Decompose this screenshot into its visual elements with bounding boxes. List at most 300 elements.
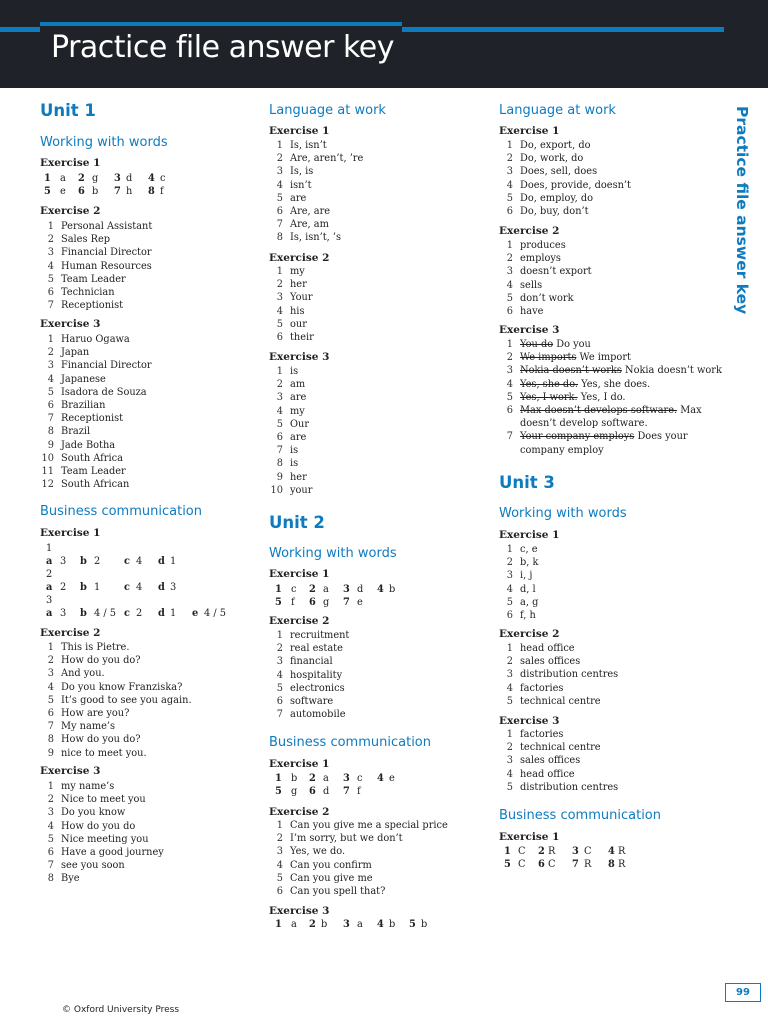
list-item: [40, 694, 192, 707]
letter: b: [80, 608, 87, 619]
item-number: 8: [608, 859, 615, 870]
list-item: [499, 279, 592, 292]
answer-text: Receptionist: [61, 413, 124, 425]
answer: b: [421, 919, 428, 930]
answer-text: c, e: [520, 544, 538, 555]
item-number: 5: [275, 786, 282, 797]
exercise-heading: Exercise 3: [499, 715, 560, 727]
answer: 3: [60, 608, 67, 619]
list-item: [499, 695, 618, 708]
item-number: 5: [44, 186, 51, 197]
list-item: [40, 465, 152, 478]
answer-text: South African: [61, 479, 130, 491]
answer: d: [323, 786, 330, 797]
list-item: [269, 365, 312, 378]
answer-list: [499, 139, 631, 218]
answer: R: [618, 846, 626, 857]
page-number: 99: [725, 983, 761, 1002]
answer-text: my name’s: [61, 781, 115, 792]
item-number: 2: [506, 253, 513, 265]
list-item: [269, 378, 312, 391]
item-number: 2: [47, 234, 54, 246]
item-number: 6: [506, 205, 513, 217]
item-number: 7: [47, 413, 54, 425]
item-number: 4: [506, 378, 513, 390]
section-heading: Working with words: [40, 135, 168, 150]
item-number: 6: [276, 431, 283, 443]
item-number: 3: [343, 919, 350, 930]
item-number: 1: [276, 630, 283, 641]
list-item: [40, 246, 152, 259]
answer: 1: [170, 556, 177, 567]
item-number: 4: [608, 846, 615, 857]
answer: 4 / 5: [94, 608, 116, 619]
item-number: 5: [506, 292, 513, 304]
answer-text: Do, employ, do: [520, 192, 594, 204]
answer-list: [269, 819, 448, 898]
answer-text: electronics: [290, 682, 345, 694]
item-number: 5: [47, 273, 54, 285]
letter: d: [158, 556, 165, 567]
answer: f: [357, 786, 361, 797]
list-item: [269, 192, 363, 205]
list-item: [499, 165, 631, 178]
item-number: 10: [270, 484, 283, 496]
list-item: [499, 338, 722, 351]
answer: 2: [60, 582, 67, 593]
answer-text: real estate: [290, 643, 343, 655]
list-item: [499, 569, 538, 582]
list-item: [269, 152, 363, 165]
item-number: 1: [275, 919, 282, 930]
list-item: [269, 331, 314, 344]
answer-list: [499, 543, 538, 622]
answer-text: South Africa: [61, 452, 123, 464]
list-item: [269, 265, 314, 278]
answer-text: a, g: [520, 596, 539, 608]
answer-text: Yes, we do.: [290, 846, 346, 858]
answer-text: is: [290, 458, 299, 470]
list-item: [269, 629, 349, 642]
item-number: 1: [506, 643, 513, 654]
list-item: [269, 819, 448, 832]
list-item: [269, 431, 312, 444]
item-number: 6: [276, 885, 283, 897]
answer-text: My name’s: [61, 721, 116, 733]
answer-text: I’m sorry, but we don’t: [290, 833, 403, 845]
answer-text: automobile: [290, 709, 346, 721]
letter: c: [124, 556, 130, 567]
answer-text: Your: [290, 292, 313, 304]
list-item: [40, 346, 152, 359]
list-item: [40, 707, 192, 720]
item-number: 2: [276, 279, 283, 291]
list-item: [40, 654, 192, 667]
answer-text: is: [290, 445, 299, 457]
answer: b: [321, 919, 328, 930]
list-item: [269, 708, 349, 721]
item-number: 7: [343, 786, 350, 797]
answer-list: [40, 220, 152, 312]
list-item: [499, 583, 538, 596]
list-item: [40, 833, 164, 846]
answer: f: [291, 597, 295, 608]
answer: R: [548, 846, 556, 857]
answer-text: Human Resources: [61, 260, 152, 272]
list-item: [499, 682, 618, 695]
answer: a: [323, 584, 329, 595]
list-item: [499, 609, 538, 622]
answer-text: financial: [290, 656, 333, 668]
list-item: [40, 359, 152, 372]
answer: C: [518, 859, 526, 870]
item-number: 5: [506, 192, 513, 204]
item-number: 6: [309, 597, 316, 608]
item-number: 4: [47, 820, 54, 832]
list-item: [499, 192, 631, 205]
item-number: 9: [47, 439, 54, 451]
item-number: 3: [46, 595, 53, 606]
answer-text: Technician: [61, 286, 115, 298]
answer-text: Isadora de Souza: [61, 386, 147, 398]
item-number: 1: [506, 240, 513, 251]
item-number: 4: [276, 859, 283, 871]
list-item: [499, 305, 592, 318]
list-item: [499, 364, 722, 377]
item-number: 3: [276, 292, 283, 304]
answer: e: [357, 597, 363, 608]
letter: b: [80, 556, 87, 567]
list-item: [499, 754, 618, 767]
list-item: [499, 655, 618, 668]
list-item: [269, 642, 349, 655]
item-number: 2: [47, 794, 54, 806]
item-number: 4: [506, 279, 513, 291]
answer-list: [499, 728, 618, 794]
item-number: 3: [506, 570, 513, 582]
item-number: 5: [506, 781, 513, 793]
list-item: [40, 452, 152, 465]
item-number: 4: [276, 305, 283, 317]
answer-text: Team Leader: [61, 465, 126, 477]
list-item: [40, 846, 164, 859]
item-number: 5: [506, 695, 513, 707]
item-number: 1: [44, 173, 51, 184]
item-number: 3: [114, 173, 121, 184]
item-number: 1: [275, 773, 282, 784]
item-number: 6: [47, 707, 54, 719]
item-number: 6: [309, 786, 316, 797]
answer: b: [92, 186, 99, 197]
continued-text: doesn’t develop software.: [520, 418, 648, 430]
answer-text: Do, buy, don’t: [520, 205, 589, 217]
list-item: [40, 373, 152, 386]
answer-text: Jade Botha: [61, 439, 116, 451]
answer-text: have: [520, 305, 544, 317]
item-number: 7: [506, 431, 513, 443]
answer-text: software: [290, 695, 334, 707]
item-number: 5: [409, 919, 416, 930]
letter: c: [124, 608, 130, 619]
item-number: 5: [275, 597, 282, 608]
unit-1-heading: Unit 1: [40, 101, 96, 120]
list-item: [40, 386, 152, 399]
answer: e: [60, 186, 66, 197]
item-number: 4: [377, 919, 384, 930]
list-item: [269, 291, 314, 304]
item-number: 3: [47, 360, 54, 372]
item-number: 4: [47, 373, 54, 385]
answer: R: [584, 859, 592, 870]
item-number: 3: [276, 846, 283, 858]
list-item: [499, 668, 618, 681]
answer: C: [548, 859, 556, 870]
answer-text: f, h: [520, 609, 536, 621]
answer-text: Do, work, do: [520, 153, 584, 165]
list-item: [499, 741, 618, 754]
answer-text: your: [290, 484, 313, 496]
item-number: 3: [276, 656, 283, 668]
section-heading: Business communication: [40, 504, 202, 519]
list-item: [40, 220, 152, 233]
list-item: [499, 292, 592, 305]
answer-text: Is, isn’t: [290, 140, 327, 151]
item-number: 1: [506, 140, 513, 151]
answer-text: Can you confirm: [290, 859, 372, 871]
list-item: [269, 859, 448, 872]
item-number: 2: [276, 643, 283, 655]
answer-text: factories: [520, 729, 564, 740]
item-number: 3: [506, 755, 513, 767]
list-item: [499, 768, 618, 781]
answer-text: isn’t: [290, 179, 312, 191]
item-number: 2: [538, 846, 545, 857]
answer: 1: [170, 608, 177, 619]
answer-list: [269, 265, 314, 344]
item-number: 6: [47, 846, 54, 858]
item-number: 2: [506, 153, 513, 165]
list-item: [40, 747, 192, 760]
answer-text: doesn’t export: [520, 266, 592, 278]
answer-text: Sales Rep: [61, 234, 111, 246]
answer-text: Are, aren’t, ’re: [290, 153, 364, 165]
answer: 3: [170, 582, 177, 593]
list-item: [499, 239, 592, 252]
list-item: [269, 471, 312, 484]
item-number: 7: [47, 721, 54, 733]
item-number: 8: [47, 426, 54, 438]
item-number: 4: [47, 681, 54, 693]
list-item: [40, 286, 152, 299]
answer: c: [160, 173, 166, 184]
list-item: [40, 720, 192, 733]
item-number: 8: [47, 873, 54, 885]
item-number: 4: [148, 173, 155, 184]
section-heading: Working with words: [499, 506, 627, 521]
list-item: [40, 260, 152, 273]
answer-text: his: [290, 305, 305, 317]
answer-list: [269, 629, 349, 721]
item-number: 1: [275, 584, 282, 595]
list-item: [499, 430, 722, 443]
list-item: [499, 596, 538, 609]
answer: c: [291, 584, 297, 595]
letter: a: [46, 608, 53, 619]
exercise-heading: Exercise 3: [269, 905, 330, 917]
answer: e: [389, 773, 395, 784]
answer: g: [92, 173, 99, 184]
list-item: [269, 205, 363, 218]
item-number: 7: [276, 445, 283, 457]
answer-text: produces: [520, 240, 566, 251]
item-number: 7: [114, 186, 121, 197]
item-number: 2: [506, 557, 513, 569]
answer-text: our: [290, 318, 307, 330]
item-number: 6: [47, 399, 54, 411]
exercise-heading: Exercise 1: [499, 831, 560, 843]
exercise-heading: Exercise 1: [499, 529, 560, 541]
answer: f: [160, 186, 164, 197]
answer-text: How are you?: [61, 707, 130, 719]
list-item: [499, 642, 618, 655]
list-item: [269, 457, 312, 470]
item-number: 1: [506, 339, 513, 350]
item-number: 12: [41, 479, 54, 491]
answer-list: [499, 642, 618, 708]
item-number: 4: [506, 682, 513, 694]
item-number: 3: [276, 392, 283, 404]
struck-text: Nokia doesn’t works: [520, 365, 622, 377]
list-item: [269, 885, 448, 898]
answer-text: d, l: [520, 583, 536, 595]
answer-text: sales offices: [520, 656, 581, 668]
exercise-heading: Exercise 1: [499, 125, 560, 137]
list-item: [40, 399, 152, 412]
item-number: 3: [506, 669, 513, 681]
item-number: 5: [276, 418, 283, 430]
item-number: 1: [276, 366, 283, 377]
answer-text: her: [290, 279, 307, 291]
item-number: 1: [47, 334, 54, 345]
item-number: 4: [506, 768, 513, 780]
exercise-heading: Exercise 3: [499, 324, 560, 336]
answer-text: Do you know Franziska?: [61, 681, 183, 693]
list-item: [269, 418, 312, 431]
exercise-heading: Exercise 2: [499, 628, 560, 640]
page-title: Practice file answer key: [51, 30, 394, 65]
answer: a: [323, 773, 329, 784]
answer-text: factories: [520, 682, 564, 694]
list-item: [40, 872, 164, 885]
answer-text: see you soon: [61, 860, 125, 872]
list-item: [269, 139, 363, 152]
item-number: 2: [276, 833, 283, 845]
section-heading: Language at work: [269, 103, 386, 118]
item-number: 6: [276, 331, 283, 343]
list-item: [499, 781, 618, 794]
exercise-heading: Exercise 1: [40, 527, 101, 539]
letter: a: [46, 582, 53, 593]
struck-text: Yes, I work.: [520, 391, 578, 403]
answer-text: Receptionist: [61, 300, 124, 312]
list-item: [269, 832, 448, 845]
item-number: 5: [276, 682, 283, 694]
list-item: [499, 139, 631, 152]
list-item: [499, 378, 722, 391]
list-item: [269, 845, 448, 858]
answer: a: [357, 919, 363, 930]
item-number: 2: [309, 584, 316, 595]
item-number: 7: [343, 597, 350, 608]
item-number: 1: [47, 642, 54, 653]
list-item: [269, 695, 349, 708]
exercise-heading: Exercise 2: [269, 252, 330, 264]
item-number: 1: [504, 846, 511, 857]
item-number: 5: [276, 318, 283, 330]
exercise-heading: Exercise 3: [269, 351, 330, 363]
item-number: 5: [506, 596, 513, 608]
item-number: 8: [47, 734, 54, 746]
item-number: 5: [47, 386, 54, 398]
list-item: [499, 556, 538, 569]
answer-text: Nice meeting you: [61, 833, 149, 845]
answer-list: [499, 338, 722, 457]
item-number: 9: [276, 471, 283, 483]
exercise-heading: Exercise 2: [40, 205, 101, 217]
letter: e: [192, 608, 199, 619]
header-accent-right: [402, 27, 724, 32]
answer: C: [584, 846, 592, 857]
answer-text: Does, provide, doesn’t: [520, 179, 631, 191]
item-number: 4: [276, 669, 283, 681]
item-number: 7: [572, 859, 579, 870]
answer-text: technical centre: [520, 742, 601, 754]
answer-text: b, k: [520, 557, 539, 569]
list-item: [40, 425, 152, 438]
section-heading: Business communication: [269, 735, 431, 750]
item-number: 8: [148, 186, 155, 197]
item-number: 10: [41, 452, 54, 464]
list-item: [269, 231, 363, 244]
answer: c: [357, 773, 363, 784]
answer: 4 / 5: [204, 608, 226, 619]
answer-text: Haruo Ogawa: [61, 334, 130, 345]
item-number: 4: [47, 260, 54, 272]
item-number: 2: [506, 742, 513, 754]
list-item: [269, 405, 312, 418]
answer-text: Have a good journey: [61, 846, 164, 858]
answer-text: Our: [290, 418, 310, 430]
answer-text: don’t work: [520, 292, 574, 304]
answer-text: Brazil: [61, 426, 91, 438]
answer-text: Personal Assistant: [61, 221, 153, 232]
struck-text: Yes, she do.: [520, 378, 579, 390]
item-number: 2: [506, 352, 513, 364]
answer-text: Are, are: [290, 205, 331, 217]
list-item: [499, 265, 592, 278]
copyright-footer: © Oxford University Press: [62, 1005, 180, 1015]
item-number: 5: [504, 859, 511, 870]
list-item: [499, 444, 722, 457]
answer-text: Do, export, do: [520, 140, 591, 151]
item-number: 3: [47, 247, 54, 259]
list-item: [499, 728, 618, 741]
answer-list: [40, 641, 192, 760]
answer-text: Can you give me: [290, 872, 373, 884]
answer-text: Japanese: [61, 373, 106, 385]
list-item: [269, 179, 363, 192]
letter: b: [80, 582, 87, 593]
